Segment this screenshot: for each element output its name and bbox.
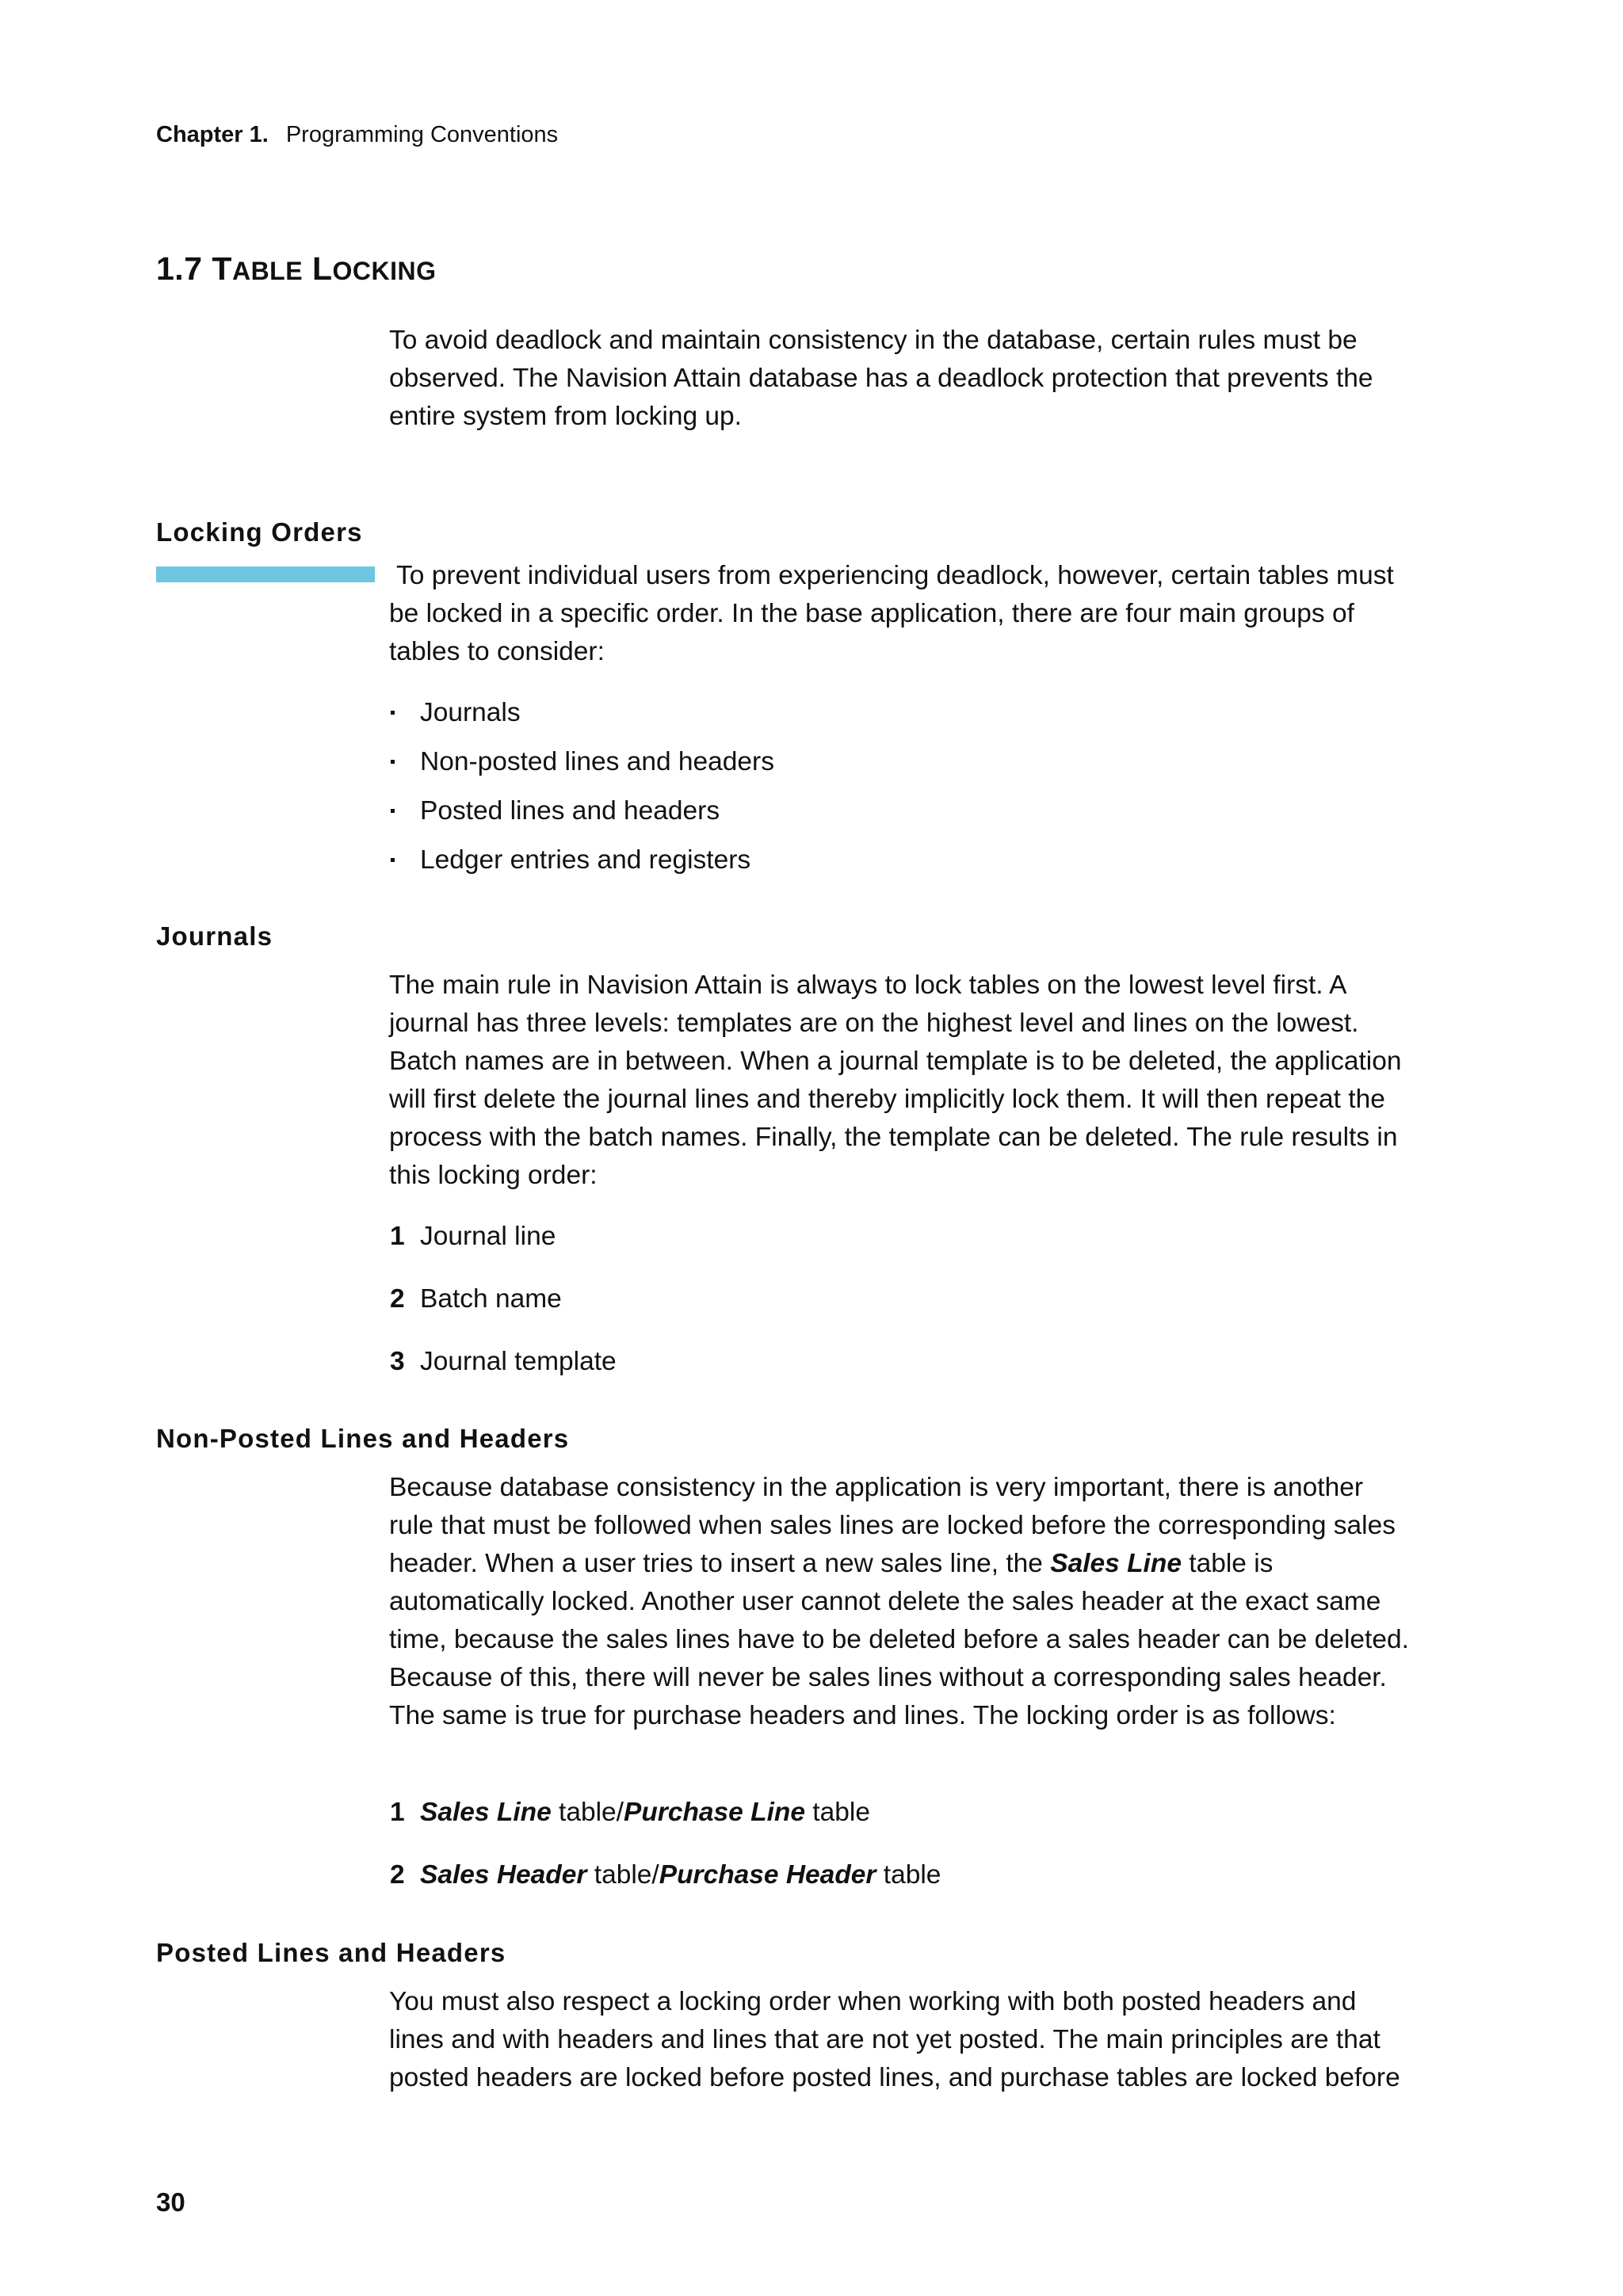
running-header (156, 119, 558, 151)
bullet-icon (391, 711, 395, 715)
locking-orders-heading: Locking Orders (156, 517, 363, 547)
non-posted-paragraph: Because database consistency in the application is very important, there is another rule that must be followed when sales lines are locked before the corresponding sales header. When a user tries to insert a new sales line, the Sales Line table is automatically locked. Another user cannot delete the sales header at the exact same time, because the sales lines have to be deleted before a sales header can be deleted. Because of this, there will never be sales lines without a corresponding sales header. The same is true for purchase headers and lines. The locking order is as follows: (389, 1473, 1409, 1730)
step-number: 2 (390, 1284, 405, 1314)
list-item: 1 Journal line (389, 1218, 1411, 1280)
locking-orders-paragraph: To prevent individual users from experiencing deadlock, however, certain tables must be locked in a specific order. In the base application, there are four main groups of tables to consider: (389, 561, 1394, 666)
chapter-title: Programming Conventions (285, 122, 559, 147)
step-number: 1 (390, 1222, 405, 1251)
page-number: 30 (156, 2187, 185, 2217)
list-item: Posted lines and headers (389, 792, 1411, 841)
non-posted-heading: Non-Posted Lines and Headers (156, 1424, 570, 1453)
step-number: 2 (390, 1860, 405, 1890)
intro-paragraph: To avoid deadlock and maintain consistency in the database, certain rules must be observed. The Navision Attain database has a deadlock protection that prevents the entire system from locking up. (389, 326, 1373, 431)
list-item: Ledger entries and registers (389, 841, 1411, 891)
bullet-icon (391, 858, 395, 862)
chapter-number: Chapter 1. (156, 122, 269, 147)
section-number: 1.7 (156, 250, 203, 287)
list-item: 1 Sales Line table/Purchase Line table (389, 1794, 1411, 1856)
table-groups-list (389, 694, 1411, 891)
journals-heading: Journals (156, 921, 273, 951)
posted-heading: Posted Lines and Headers (156, 1938, 506, 1967)
list-item: 3 Journal template (389, 1343, 1411, 1405)
bullet-icon (391, 760, 395, 764)
accent-bar (156, 566, 375, 582)
step-number: 3 (390, 1347, 405, 1376)
journals-locking-order-list (389, 1218, 1411, 1405)
list-item: Journals (389, 694, 1411, 743)
section-title: 1.7 TABLE LOCKING (156, 250, 437, 287)
bullet-icon (391, 809, 395, 813)
list-item: 2 Sales Header table/Purchase Header table (389, 1856, 1411, 1919)
step-number: 1 (390, 1798, 405, 1827)
journals-paragraph: The main rule in Navision Attain is always to lock tables on the lowest level first. A journal has three levels: templates are on the highest level and lines on the lowest. Batch names are in between. When a journal template is to be deleted, the application will first delete the journal lines and thereby implicitly lock them. It will then repeat the process with the batch names. Finally, the template can be deleted. The rule results in this locking order: (389, 971, 1402, 1190)
posted-paragraph: You must also respect a locking order when working with both posted headers and lines and with headers and lines that are not yet posted. The main principles are that posted headers are locked before posted lines, and purchase tables are locked before (389, 1987, 1400, 2092)
non-posted-locking-order-list (389, 1794, 1411, 1919)
list-item: Non-posted lines and headers (389, 743, 1411, 792)
list-item: 2 Batch name (389, 1280, 1411, 1343)
